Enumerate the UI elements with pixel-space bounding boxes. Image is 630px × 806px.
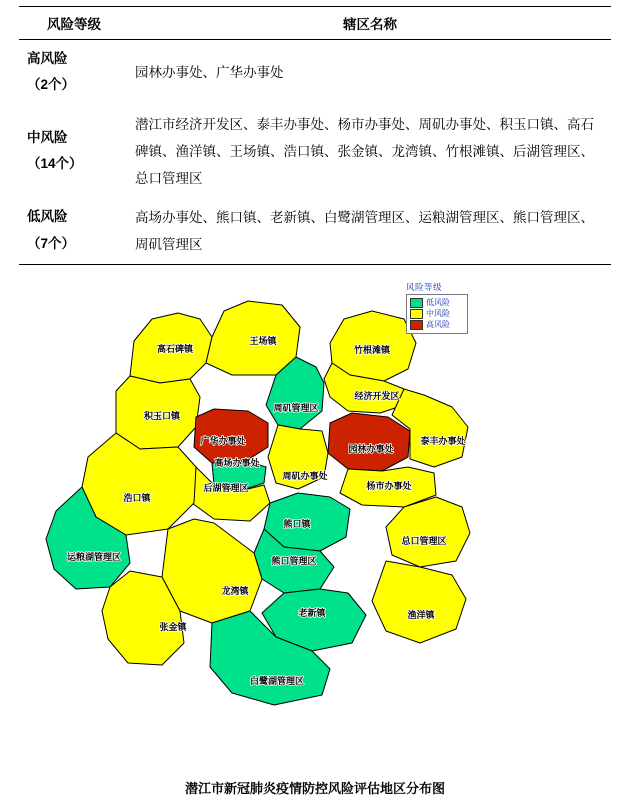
document-page bbox=[0, 6, 630, 806]
risk-level-name: 低风险 bbox=[27, 209, 68, 225]
map-label-yuyang: 渔洋镇 bbox=[407, 609, 435, 620]
legend-title: 风险等级 bbox=[406, 281, 443, 292]
map-label-bailuhu: 白鹭湖管理区 bbox=[249, 675, 305, 686]
map-label-xiongkou-guanliqu: 熊口管理区 bbox=[271, 555, 317, 566]
risk-level-count: （14个） bbox=[27, 156, 83, 172]
map-label-gaochang: 高场办事处 bbox=[214, 457, 260, 468]
legend-label-low: 低风险 bbox=[426, 297, 450, 307]
legend-item-low bbox=[410, 298, 464, 308]
legend-label-medium: 中风险 bbox=[426, 308, 450, 318]
legend-swatch-low-icon bbox=[410, 298, 423, 308]
map-label-laoxin: 老新镇 bbox=[298, 607, 326, 618]
column-header-district-names: 辖区名称 bbox=[127, 7, 611, 40]
map-label-longwan: 龙湾镇 bbox=[221, 585, 249, 596]
table-row bbox=[19, 40, 611, 105]
district-names-cell-low: 高场办事处、熊口镇、老新镇、白鹭湖管理区、运粮湖管理区、熊口管理区、周矶管理区 bbox=[127, 198, 611, 265]
map-label-haokou: 浩口镇 bbox=[123, 492, 151, 503]
risk-level-name: 高风险 bbox=[27, 51, 68, 66]
risk-distribution-map bbox=[0, 271, 630, 741]
column-header-risk-level: 风险等级 bbox=[19, 7, 127, 40]
map-label-kaifaqu: 经济开发区 bbox=[354, 390, 400, 401]
map-label-gaoshibei: 高石碑镇 bbox=[156, 343, 194, 354]
map-label-yangshi: 杨市办事处 bbox=[366, 480, 412, 491]
map-label-yunlianghu: 运粮湖管理区 bbox=[66, 551, 122, 562]
map-label-houhu: 后湖管理区 bbox=[203, 482, 249, 493]
map-region-zongkou bbox=[386, 497, 470, 567]
map-region-yuyang bbox=[372, 561, 466, 643]
map-label-taifeng: 泰丰办事处 bbox=[420, 435, 466, 446]
map-region-yuanlin bbox=[328, 413, 410, 471]
table-row bbox=[19, 105, 611, 198]
map-svg bbox=[0, 271, 630, 741]
map-label-guanghua: 广华办事处 bbox=[200, 435, 246, 446]
map-label-zhouji-guanliqu: 周矶管理区 bbox=[273, 402, 319, 413]
map-caption: 潜江市新冠肺炎疫情防控风险评估地区分布图 bbox=[184, 781, 445, 796]
map-label-wangchang: 王场镇 bbox=[249, 335, 277, 346]
map-label-xiongkou-zhen: 熊口镇 bbox=[283, 518, 311, 529]
map-label-zhouji-banshichu: 周矶办事处 bbox=[282, 470, 328, 481]
legend-swatch-medium-icon bbox=[410, 309, 423, 319]
risk-level-cell-high bbox=[19, 40, 127, 105]
table-header-row bbox=[19, 7, 611, 40]
district-names-cell-medium: 潜江市经济开发区、泰丰办事处、杨市办事处、周矶办事处、积玉口镇、高石碑镇、渔洋镇、王场镇、浩口镇、张金镇、龙湾镇、竹根滩镇、后湖管理区、总口管理区 bbox=[135, 116, 594, 186]
table-row bbox=[19, 198, 611, 265]
risk-level-count: （2个） bbox=[27, 77, 76, 93]
risk-level-table bbox=[19, 6, 611, 265]
legend-items bbox=[406, 294, 468, 334]
legend-label-high: 高风险 bbox=[426, 319, 450, 329]
map-label-zhangjin: 张金镇 bbox=[159, 621, 187, 632]
risk-level-cell-medium bbox=[19, 105, 127, 198]
risk-level-name: 中风险 bbox=[27, 129, 68, 145]
map-legend bbox=[406, 283, 478, 334]
risk-level-count: （7个） bbox=[27, 235, 76, 251]
legend-swatch-high-icon bbox=[410, 320, 423, 330]
legend-item-medium bbox=[410, 309, 464, 319]
map-label-zhugentan: 竹根滩镇 bbox=[353, 344, 391, 355]
map-label-yuanlin: 园林办事处 bbox=[348, 443, 394, 454]
district-names-cell-high: 园林办事处、广华办事处 bbox=[135, 64, 284, 80]
legend-item-high bbox=[410, 320, 464, 330]
map-label-zongkou: 总口管理区 bbox=[401, 535, 447, 546]
risk-level-cell-low bbox=[19, 198, 127, 265]
map-label-jiyukou: 积玉口镇 bbox=[143, 410, 181, 421]
